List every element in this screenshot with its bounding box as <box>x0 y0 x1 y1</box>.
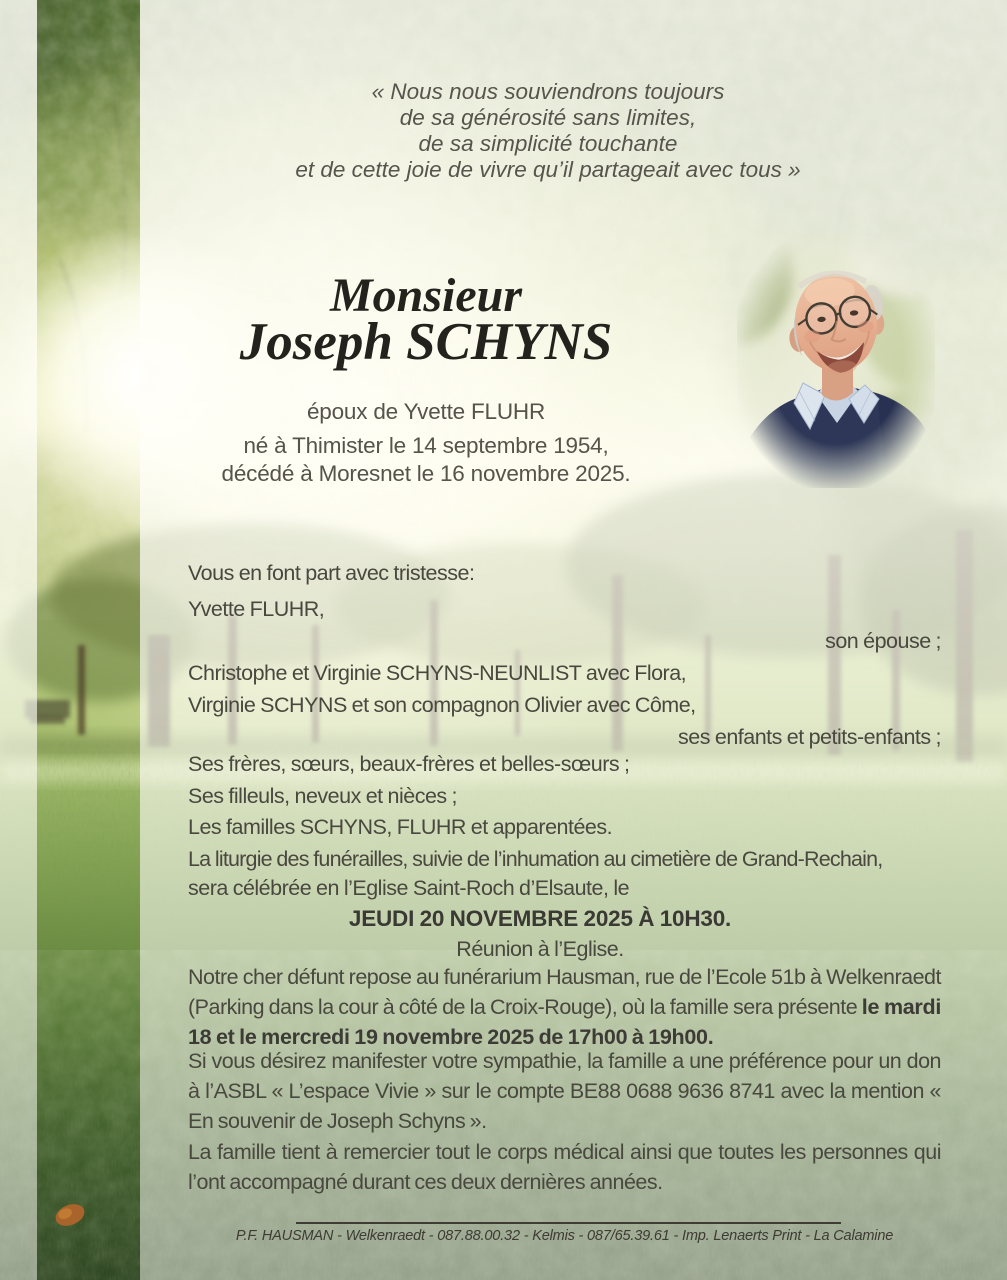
visiting-hours-bold: le mardi 18 et le mercredi 19 novembre 2025 de 17h00 à 19h00. <box>188 995 941 1049</box>
mourner-children-1: Christophe et Virginie SCHYNS-NEUNLIST avec Flora, <box>188 661 687 685</box>
quote-line-4: et de cette joie de vivre qu’il partageait avec tous » <box>295 157 801 182</box>
birth-line: né à Thimister le 14 septembre 1954, <box>243 433 609 458</box>
liturgy-line-1: La liturgie des funérailles, suivie de l’inhumation au cimetière de Grand-Rechain, <box>188 847 883 871</box>
ceremony-meeting: Réunion à l’Eglise. <box>456 937 624 961</box>
funeral-home-text: Notre cher défunt repose au funérarium Hausman, rue de l’Ecole 51b à Welkenraedt (Parking dans la cour à côté de la Croix-Rouge), où la famille sera présente <box>188 965 941 1019</box>
portrait-photo <box>737 235 935 488</box>
donation-paragraph: Si vous désirez manifester votre sympathie, la famille a une préférence pour un don à l’ASBL « L’espace Vivie » sur le compte BE88 0688 9636 8741 avec la mention « En souvenir de Joseph Schyns ». <box>188 1049 941 1133</box>
quote-line-2: de sa générosité sans limites, <box>399 105 697 130</box>
announcement-intro: Vous en font part avec tristesse: <box>188 561 475 585</box>
role-children: ses enfants et petits-enfants ; <box>678 725 941 749</box>
role-wife: son épouse ; <box>825 629 941 653</box>
mourner-siblings: Ses frères, sœurs, beaux-frères et belles-sœurs ; <box>188 752 630 776</box>
funeral-home-paragraph <box>188 962 941 1052</box>
spouse-line: époux de Yvette FLUHR <box>306 399 546 424</box>
mourner-families: Les familles SCHYNS, FLUHR et apparentées. <box>188 815 613 839</box>
quote-line-1: « Nous nous souviendrons toujours <box>371 79 725 104</box>
mourner-wife: Yvette FLUHR, <box>188 597 325 621</box>
deceased-title: Monsieur <box>329 269 523 322</box>
footer-divider <box>296 1222 841 1224</box>
mourner-godchildren: Ses filleuls, neveux et nièces ; <box>188 784 458 808</box>
footer-text: P.F. HAUSMAN - Welkenraedt - 087.88.00.32 - Kelmis - 087/65.39.61 - Imp. Lenaerts Print - La Calamine <box>235 1227 894 1244</box>
ceremony-date: JEUDI 20 NOVEMBRE 2025 À 10H30. <box>348 906 732 931</box>
liturgy-line-2: sera célébrée en l’Eglise Saint-Roch d’Elsaute, le <box>188 876 630 900</box>
quote-line-3: de sa simplicité touchante <box>418 131 678 156</box>
deceased-name: Joseph SCHYNS <box>239 313 613 371</box>
mourner-children-2: Virginie SCHYNS et son compagnon Olivier avec Côme, <box>188 693 696 717</box>
thanks-paragraph: La famille tient à remercier tout le corps médical ainsi que toutes les personnes qui l’ont accompagné durant ces deux dernières années. <box>188 1140 941 1194</box>
death-line: décédé à Moresnet le 16 novembre 2025. <box>221 461 631 486</box>
